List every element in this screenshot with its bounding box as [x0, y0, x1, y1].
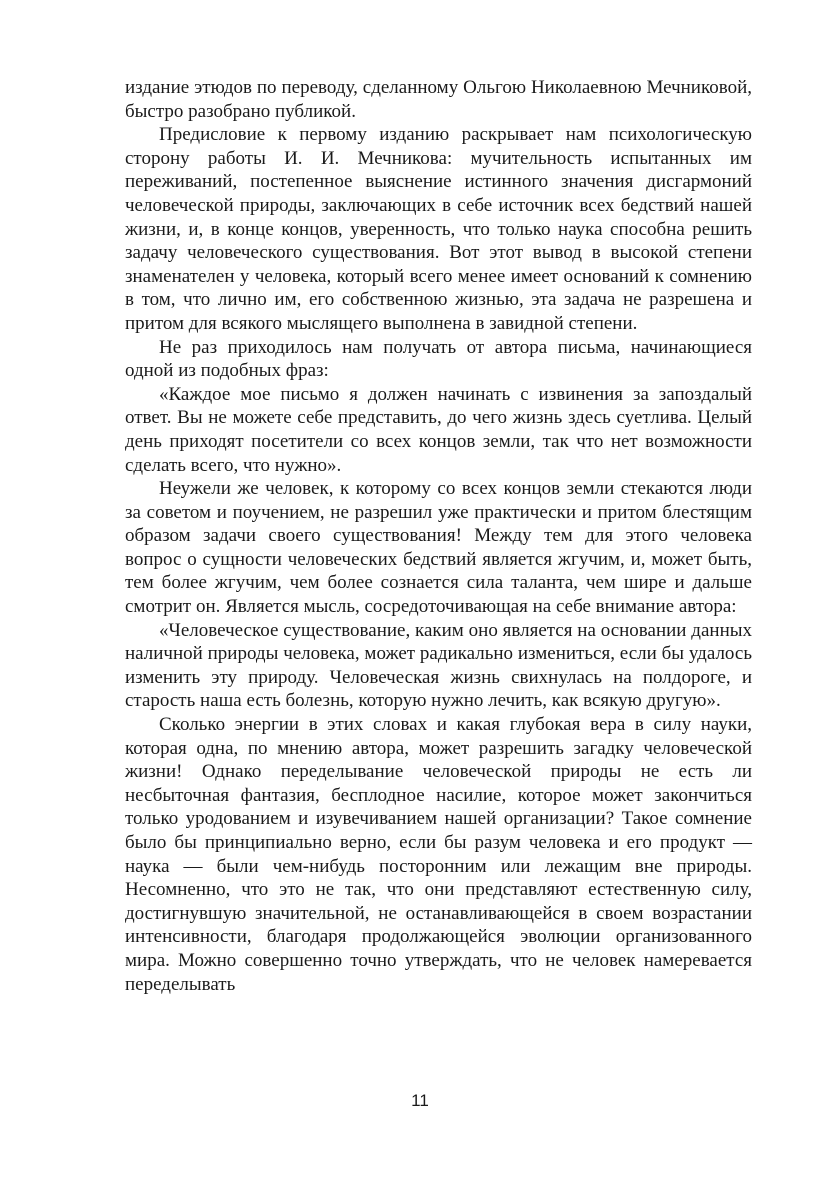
paragraph-1: издание этюдов по переводу, сделанному Ольгою Николаевною Мечниковой, быстро разобрано публикой. [125, 77, 752, 122]
quote-2: «Человеческое существование, каким оно является на основании данных наличной природы человека, может радикально измениться, если бы удалось изменить эту природу. Человеческая жизнь свихнулась на полдороге, и старость наша есть болезнь, которую нужно лечить, как всякую другую». [125, 619, 752, 712]
paragraph-5: Сколько энергии в этих словах и какая глубокая вера в силу науки, которая одна, по мнению автора, может разрешить загадку человеческой жизни! Однако переделывание человеческой природы не есть ли несбыточная фантазия, бесплодное насилие, которое может закончиться только уродованием и изувечиванием нашей организации? Такое сомнение было бы принципиально верно, если бы разум человека и его продукт — наука — были чем-нибудь посторонним или лежащим вне природы. Несомненно, что это не так, что они представляют естественную силу, достигнувшую значительной, не останавливающейся в своем возрастании интенсивности, благодаря продолжающейся эволюции организованного мира. Можно совершенно точно утверждать, что не человек намеревается переделывать [125, 714, 752, 995]
paragraph-4: Неужели же человек, к которому со всех концов земли стекаются люди за советом и поучением, не разрешил уже практически и притом блестящим образом задачи своего существования! Между тем для этого человека вопрос о сущности человеческих бедствий является жгучим, и, может быть, тем более жгучим, чем более сознается сила таланта, чем шире и дальше смотрит он. Является мысль, сосредоточивающая на себе внимание автора: [125, 478, 752, 618]
body-text [125, 76, 752, 996]
quote-1: «Каждое мое письмо я должен начинать с извинения за запоздалый ответ. Вы не можете себе представить, до чего жизнь здесь суетлива. Целый день приходят посетители со всех концов земли, так что нет возможности сделать всего, что нужно». [125, 383, 752, 476]
paragraph-2: Предисловие к первому изданию раскрывает нам психологическую сторону работы И. И. Мечникова: мучительность испытанных им переживаний, постепенное выяснение истинного значения дисгармоний человеческой природы, заключающих в себе источник всех бедствий нашей жизни, и, в конце концов, уверенность, что только наука способна решить задачу человеческого существования. Вот этот вывод в высокой степени знаменателен у человека, который всего менее имеет оснований к сомнению в том, что лично им, его собственною жизнью, эта задача не разрешена и притом для всякого мыслящего выполнена в завидной степени. [125, 124, 752, 334]
page-number: 11 [411, 1091, 429, 1110]
paragraph-3: Не раз приходилось нам получать от автора письма, начинающиеся одной из подобных фраз: [125, 336, 752, 382]
